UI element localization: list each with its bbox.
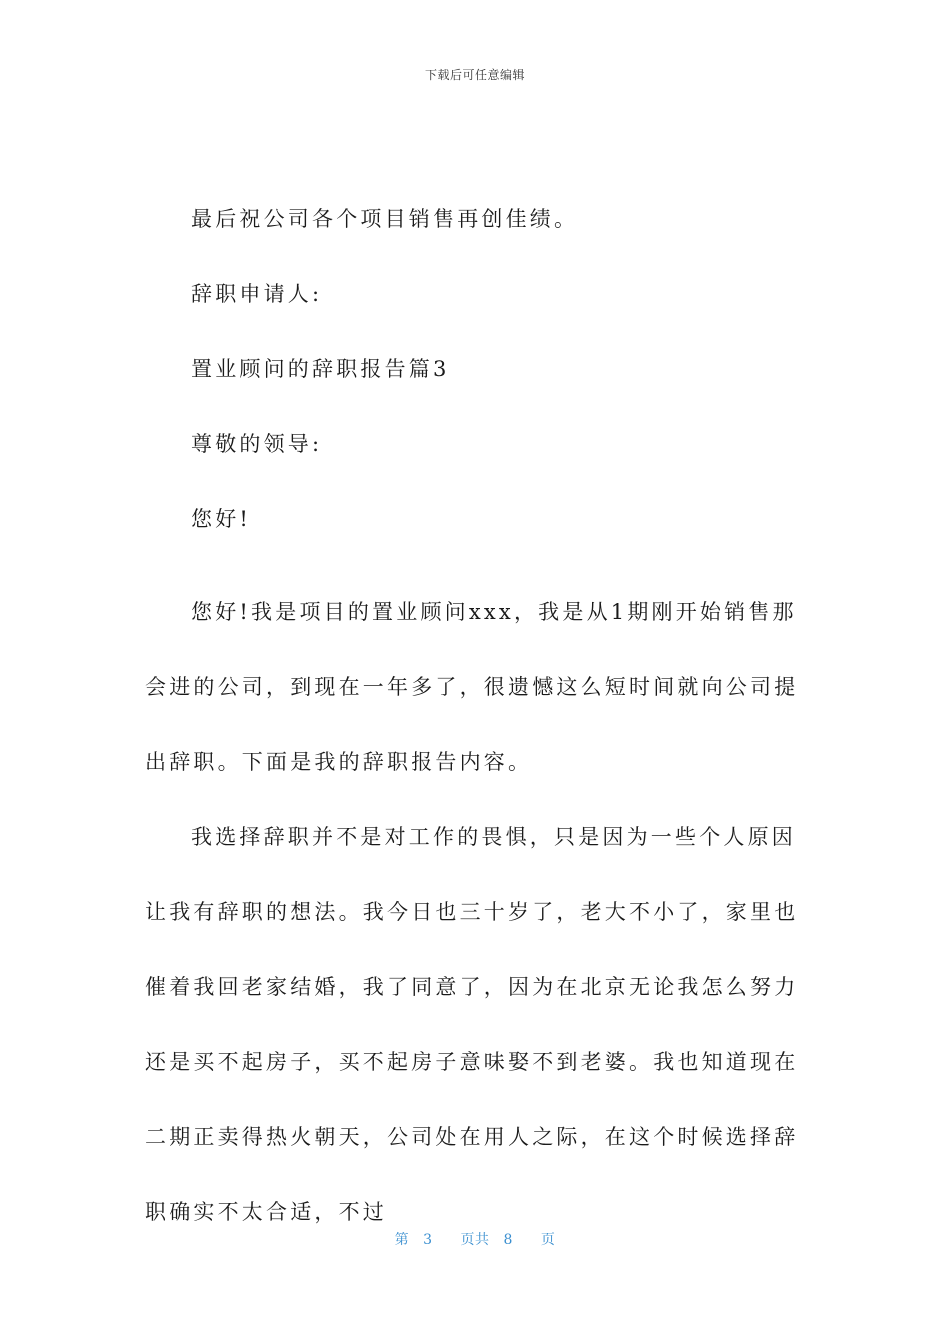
footer-current-page: 3 <box>423 1232 433 1248</box>
footer-suffix: 页 <box>540 1232 556 1248</box>
page-number-footer <box>0 1229 950 1249</box>
paragraph-reason: 我选择辞职并不是对工作的畏惧，只是因为一些个人原因让我有辞职的想法。我今日也三十岁了，老大不小了，家里也催着我回老家结婚，我了同意了，因为在北京无论我怎么努力还是买不起房子，买不起房子意味娶不到老婆。我也知道现在二期正卖得热火朝天，公司处在用人之际，在这个时候选择辞职确实不太合适，不过 <box>145 825 799 1224</box>
footer-prefix: 第 <box>394 1232 410 1248</box>
footer-middle: 页共 <box>460 1232 490 1248</box>
section-heading: 置业顾问的辞职报告篇3 <box>191 357 450 381</box>
page-header-note: 下载后可任意编辑 <box>424 68 525 82</box>
paragraph-greeting: 您好! <box>191 507 252 531</box>
footer-total-pages: 8 <box>503 1232 513 1248</box>
paragraph-closing-wish: 最后祝公司各个项目销售再创佳绩。 <box>191 207 579 231</box>
paragraph-introduction: 您好!我是项目的置业顾问xxx，我是从1期刚开始销售那会进的公司，到现在一年多了，很遗憾这么短时间就向公司提出辞职。下面是我的辞职报告内容。 <box>145 600 799 774</box>
paragraph-applicant: 辞职申请人: <box>191 282 323 306</box>
paragraph-salutation: 尊敬的领导: <box>191 432 323 456</box>
document-body <box>145 200 805 1250</box>
